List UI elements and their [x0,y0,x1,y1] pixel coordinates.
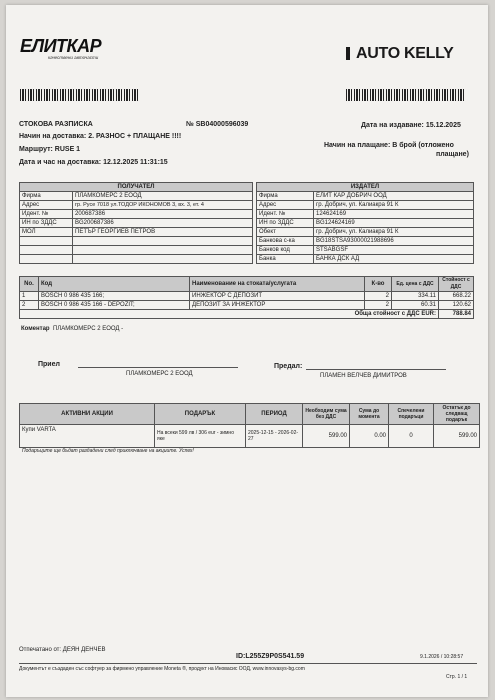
receipt-sheet [6,5,488,697]
col-won: Спечелени подаръци [389,404,434,425]
promo-action: Купи VARTA [20,425,155,448]
item-total: 120.62 [439,301,474,310]
elitcar-logo [20,36,101,60]
value: гр. Добрич, ул. Калиакра 91 К [314,228,474,237]
promotions-table [19,403,480,448]
col-total: Стойност с ДДС [439,277,474,292]
value: ПЕТЪР ГЕОРГИЕВ ПЕТРОВ [73,228,253,237]
value: гр. Добрич, ул. Калиакра 91 К [314,201,474,210]
auto-kelly-logo [346,45,453,63]
col-remaining: Остатък до следващ подарък [434,404,480,425]
value: 124624169 [314,210,474,219]
label: МОЛ [20,228,73,237]
table-row [20,425,480,448]
table-row [257,237,474,246]
promo-period: 2025-12-15 - 2026-02-27 [246,425,303,448]
delivered-value: ПЛАМЕН ВЕЛЧЕВ ДИМИТРОВ [320,373,407,379]
promo-won: 0 [389,425,434,448]
auto-kelly-logo-text: AUTO KELLY [356,45,454,62]
issuer-header: ИЗДАТЕЛ [257,183,474,192]
total-label: Обща стойност с ДДС EUR: [20,310,439,319]
document-id: ID:L255Z9P0S541.59 [236,653,305,660]
elitcar-logo-tagline: качествени авточасти [48,55,99,60]
received-value: ПЛАМКОМЕРС 2 ЕООД [126,371,193,377]
comment-value: ПЛАМКОМЕРС 2 ЕООД - [52,326,124,332]
label: ИН по ЗДДС [20,219,73,228]
value: ЕЛИТ КАР ДОБРИЧ ООД [314,192,474,201]
item-no: 1 [20,292,39,301]
label: Банка [257,255,314,264]
barcode-right [346,89,466,101]
route: Маршрут: RUSE 1 [19,146,81,153]
value: BG200687386 [73,219,253,228]
promo-gift: На всеки 599 лв / 306 eur - зимно яке [155,425,246,448]
payment-method-cont: плащане) [436,151,469,158]
printed-at: 9.1.2026 / 10:28:57 [420,654,464,660]
table-row [20,228,253,237]
item-unit-price: 334.11 [392,292,439,301]
table-row [257,210,474,219]
value: STSABGSF [314,246,474,255]
software-note: Документът е създаден със софтуер за фирмено управление Moneta ®, продукт на Иновасис ООД, www.innovasys-bg.com [19,666,305,672]
delivery-datetime: Дата и час на доставка: 12.12.2025 11:31:15 [19,159,168,166]
logo-bar-icon [346,47,350,60]
item-qty: 2 [365,292,392,301]
barcode-left [20,89,140,101]
col-code: Код [39,277,190,292]
promo-note: Подаръците ще бъдат раздадени след приключване на акциите. Успех! [22,448,194,454]
col-required: Необходим сума без ДДС [303,404,350,425]
table-row [20,219,253,228]
col-action: АКТИВНИ АКЦИИ [20,404,155,425]
item-unit-price: 60.31 [392,301,439,310]
elitcar-logo-text: ЕЛИТКАР [20,36,102,56]
document-number: № SB04000596039 [186,121,249,128]
item-code: BOSCH 0 986 435 166; [39,292,190,301]
col-unit-price: Ед. цена с ДДС [392,277,439,292]
comment-line [21,326,123,332]
comment-label: Коментар [21,326,50,332]
items-table [19,276,474,319]
promo-required: 599.00 [303,425,350,448]
table-row [20,192,253,201]
table-row [257,255,474,264]
label: Банков код [257,246,314,255]
value: BG124624169 [314,219,474,228]
label: Адрес [20,201,73,210]
col-gift: ПОДАРЪК [155,404,246,425]
delivery-method: Начин на доставка: 2. РАЗНОС + ПЛАЩАНЕ !!!! [19,133,182,140]
issue-date: Дата на издаване: 15.12.2025 [361,122,461,129]
item-qty: 2 [365,301,392,310]
item-no: 2 [20,301,39,310]
table-row [257,201,474,210]
footer-divider [19,663,477,664]
col-qty: К-во [365,277,392,292]
value: BG18STSA93000021988696 [314,237,474,246]
delivered-label: Предал: [274,363,303,370]
col-no: No. [20,277,39,292]
value: ПЛАМКОМЕРС 2 ЕООД [73,192,253,201]
received-line [78,367,238,368]
table-row [257,228,474,237]
col-period: ПЕРИОД [246,404,303,425]
col-name: Наименование на стоката/услугата [190,277,365,292]
table-row [257,192,474,201]
table-row [20,301,474,310]
label: Банкова с-ка [257,237,314,246]
printed-by: Отпечатано от: ДЕЯН ДЕНЧЕВ [19,647,106,653]
table-row [20,292,474,301]
label: ИН по ЗДДС [257,219,314,228]
document-title: СТОКОВА РАЗПИСКА [19,121,93,128]
item-total: 668.22 [439,292,474,301]
table-row [257,246,474,255]
delivered-line [306,369,446,370]
table-row [257,219,474,228]
label: Идент. № [257,210,314,219]
page-number: Стр. 1 / 1 [446,674,468,680]
table-row [20,201,253,210]
recipient-header: ПОЛУЧАТЕЛ [20,183,253,192]
value: гр. Русе 7018 ул.ТОДОР ИКОНОМОВ 3, вх. 3, ет. 4 [73,201,253,210]
col-current: Сума до момента [350,404,389,425]
item-name: ИНЖЕКТОР С ДЕПОЗИТ [190,292,365,301]
label: Адрес [257,201,314,210]
table-row [20,210,253,219]
value: 200687386 [73,210,253,219]
total-value: 788.84 [439,310,474,319]
recipient-table [19,182,253,264]
item-name: ДЕПОЗИТ ЗА ИНЖЕКТОР [190,301,365,310]
payment-method: Начин на плащане: В брой (отложено [324,142,454,149]
issuer-table [256,182,474,264]
item-code: BOSCH 0 986 435 166 - DEPOZIT; [39,301,190,310]
received-label: Приел [38,361,60,368]
value: БАНКА ДСК АД [314,255,474,264]
label: Идент. № [20,210,73,219]
promo-current: 0.00 [350,425,389,448]
label: Фирма [257,192,314,201]
label: Обект [257,228,314,237]
promo-remaining: 599.00 [434,425,480,448]
label: Фирма [20,192,73,201]
